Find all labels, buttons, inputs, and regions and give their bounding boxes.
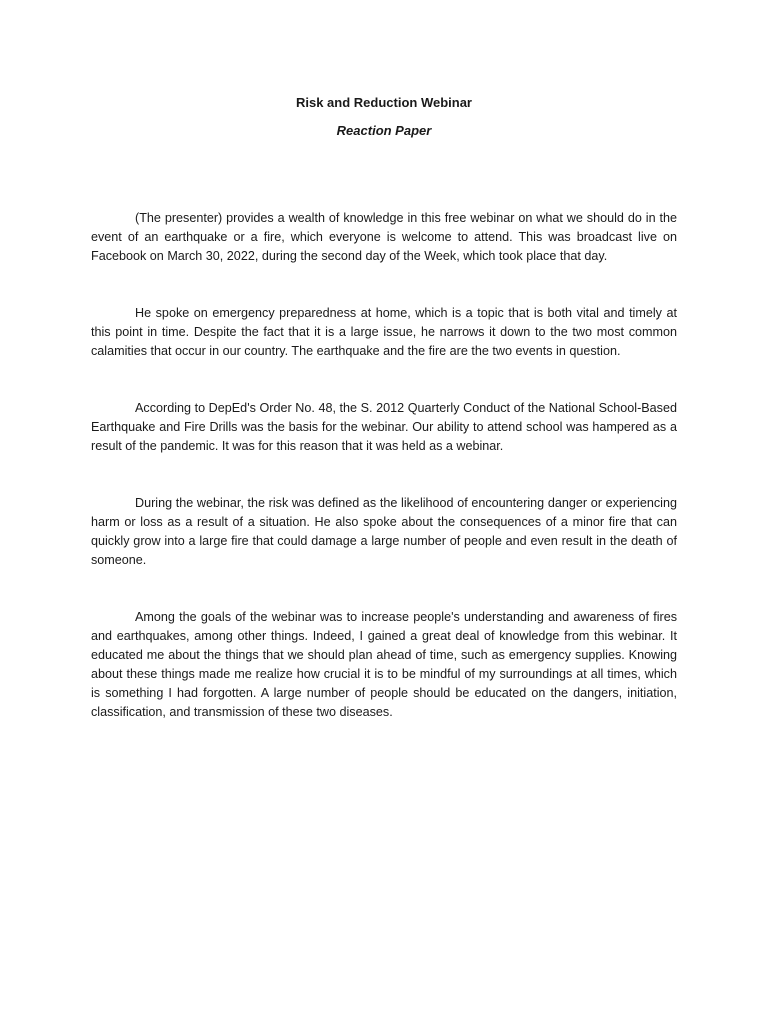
document-title: Risk and Reduction Webinar [295,95,472,110]
paragraph-intro: (The presenter) provides a wealth of knowledge in this free webinar on what we should do in the event of an earthquake or a fire, which everyone is welcome to attend. This was broadcast live on Facebook on March 30, 2022, during the second day of the Week, which took place that day. [91,211,677,263]
document-subtitle: Reaction Paper [336,123,432,138]
paragraph-preparedness: He spoke on emergency preparedness at home, which is a topic that is both vital and timely at this point in time. Despite the fact that it is a large issue, he narrows it down to the two most common calamities that occur in our country. The earthquake and the fire are the two events in question. [91,306,677,358]
document-body [91,209,677,760]
paragraph-risk-definition: During the webinar, the risk was defined as the likelihood of encountering danger or experiencing harm or loss as a result of a situation. He also spoke about the consequences of a minor fire that can quickly grow into a large fire that could damage a large number of people and even result in the death of someone. [91,496,677,567]
paragraph-goals: Among the goals of the webinar was to increase people's understanding and awareness of fires and earthquakes, among other things. Indeed, I gained a great deal of knowledge from this webinar. It educated me about the things that we should plan ahead of time, such as emergency supplies. Knowing about these things made me realize how crucial it is to be mindful of my surroundings at all times, which is something I had forgotten. A large number of people should be educated on the dangers, initiation, classification, and transmission of these two diseases. [91,610,677,719]
paragraph-deped-order: According to DepEd's Order No. 48, the S. 2012 Quarterly Conduct of the National School-Based Earthquake and Fire Drills was the basis for the webinar. Our ability to attend school was hampered as a result of the pandemic. It was for this reason that it was held as a webinar. [91,401,677,453]
